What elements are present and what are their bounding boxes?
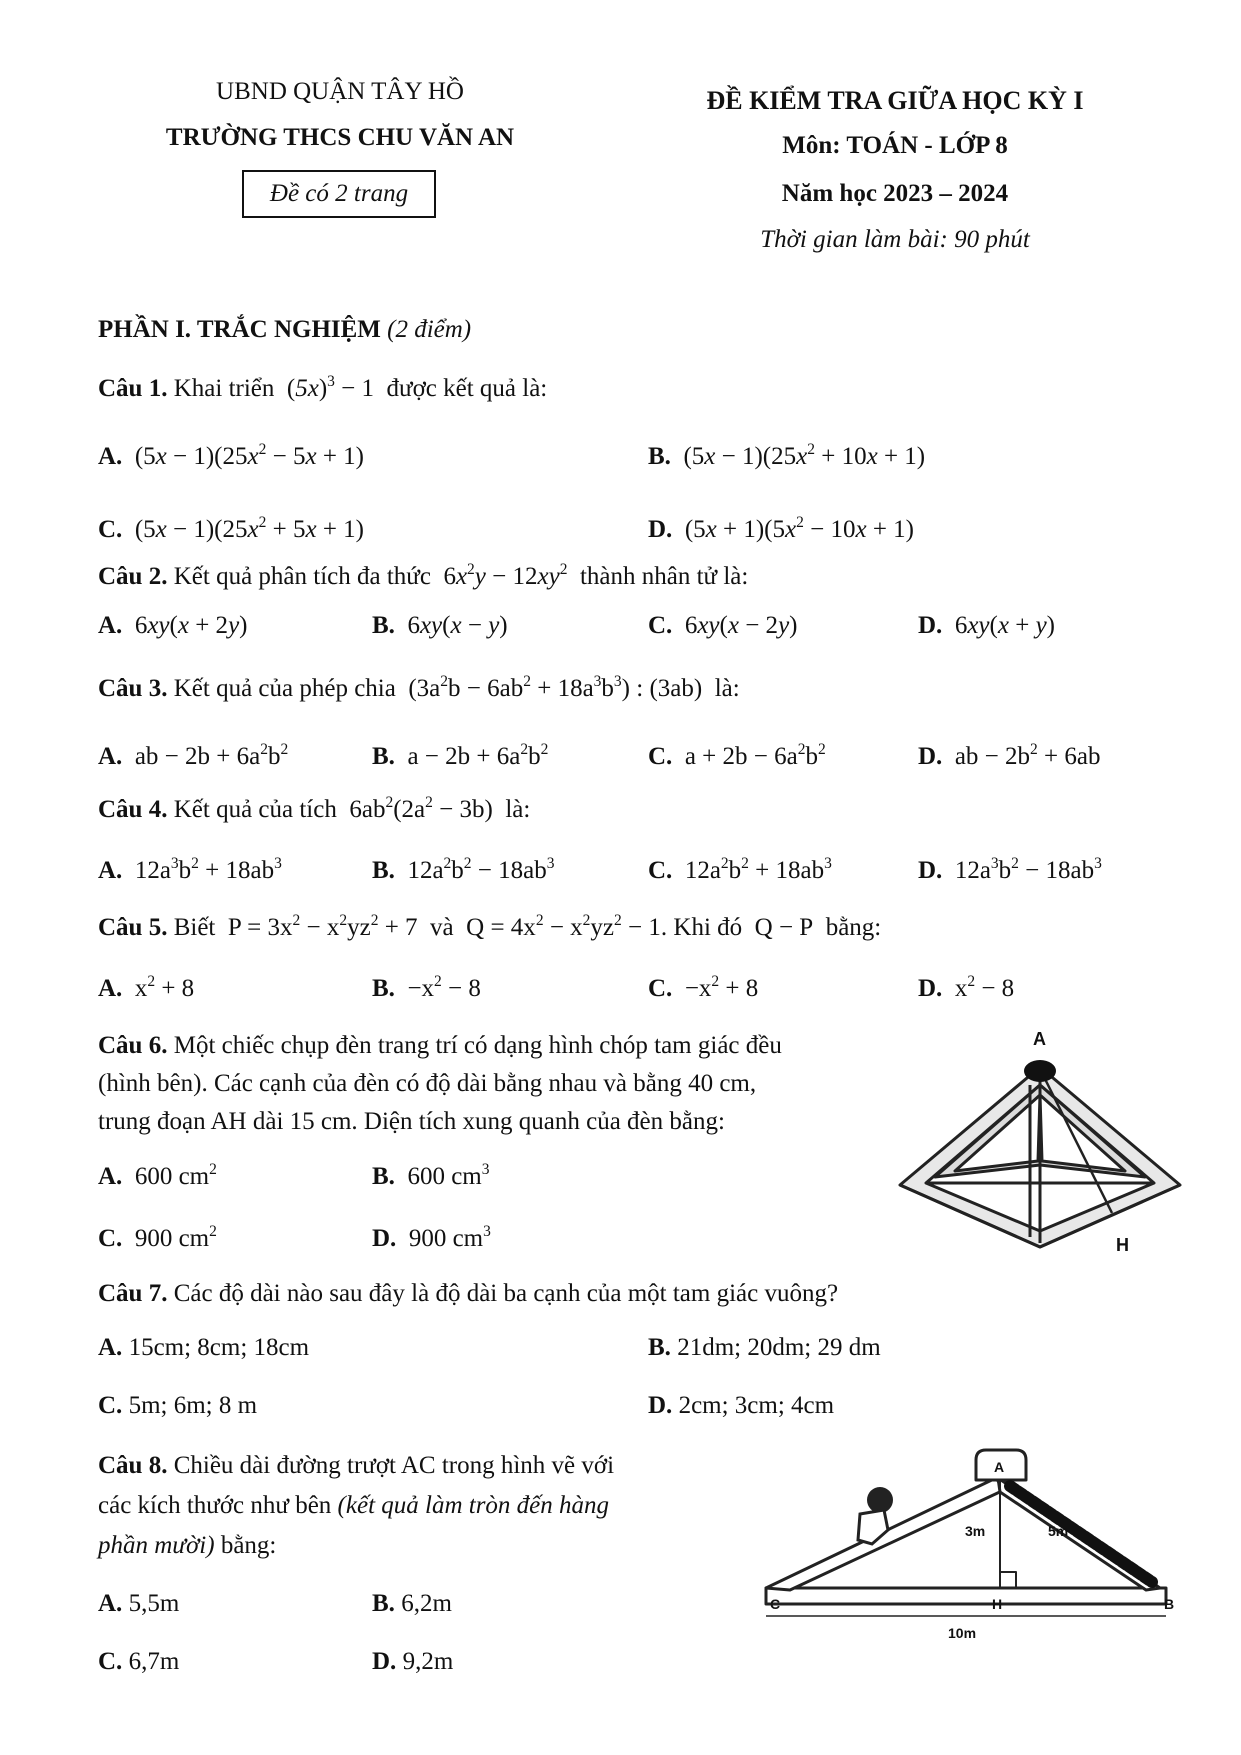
- option-c[interactable]: [648, 740, 826, 771]
- option-label: B.: [372, 612, 395, 639]
- question-text: Chiều dài đường trượt AC trong hình vẽ với: [173, 1452, 615, 1479]
- option-value: 5,5m: [128, 1590, 180, 1617]
- question-label: Câu 1.: [98, 375, 168, 402]
- option-label: C.: [98, 1648, 123, 1675]
- option-label: D.: [372, 1648, 397, 1675]
- option-value: $12a^3b^2 + 18ab^3$: [128, 854, 282, 884]
- question-1: [98, 372, 548, 403]
- question-text: là:: [714, 675, 740, 702]
- math-expression: $(5x)^3 - 1$: [280, 372, 381, 402]
- option-value: $a - 2b + 6a^2b^2$: [401, 740, 549, 770]
- question-2: [98, 560, 749, 591]
- option-a[interactable]: [98, 1590, 179, 1618]
- question-label: Câu 6.: [98, 1032, 168, 1059]
- math-expression: Q − P: [748, 914, 820, 941]
- math-expression: $P = 3x^2 - x^2yz^2 + 7$: [221, 911, 424, 941]
- option-value: $(5x - 1)(25x^2 - 5x + 1)$: [128, 440, 365, 470]
- question-text: là:: [505, 796, 531, 823]
- question-text: Kết quả phân tích đa thức: [173, 563, 431, 590]
- option-value: $12a^2b^2 - 18ab^3$: [401, 854, 555, 884]
- question-6-line2: (hình bên). Các cạnh của đèn có độ dài bằng nhau và bằng 40 cm,: [98, 1070, 757, 1097]
- option-label: A.: [98, 612, 123, 639]
- option-value: 6xy(x − y): [401, 612, 508, 639]
- exam-subject: Môn: TOÁN - LỚP 8: [782, 132, 1008, 159]
- exam-duration: Thời gian làm bài: 90 phút: [760, 226, 1030, 253]
- option-label: D.: [372, 1225, 397, 1252]
- school-name: TRƯỜNG THCS CHU VĂN AN: [165, 124, 515, 151]
- option-label: B.: [372, 975, 395, 1002]
- math-expression: $6ab^2(2a^2 - 3b)$: [343, 793, 500, 823]
- option-label: A.: [98, 443, 123, 470]
- option-value: ab − $2b + 6a^2b^2$: [128, 740, 289, 770]
- section-title: PHẦN I. TRẮC NGHIỆM: [98, 316, 381, 343]
- option-value: $(5x - 1)(25x^2 + 5x + 1)$: [128, 513, 365, 543]
- option-c[interactable]: [98, 1392, 257, 1420]
- option-b[interactable]: [372, 612, 508, 640]
- option-a[interactable]: [98, 440, 365, 471]
- option-c[interactable]: [648, 972, 759, 1003]
- base-length-label: 10m: [948, 1625, 977, 1641]
- option-value: $(5x + 1)(5x^2 - 10x + 1)$: [678, 513, 915, 543]
- option-label: D.: [918, 857, 943, 884]
- option-label: D.: [648, 1392, 673, 1419]
- option-value: 900 $cm^3$: [402, 1222, 491, 1252]
- option-label: C.: [648, 612, 673, 639]
- question-text: Khai triển: [173, 375, 275, 402]
- option-label: B.: [372, 1590, 395, 1617]
- option-label: B.: [372, 857, 395, 884]
- question-text: và: [430, 914, 454, 941]
- question-8-line3: [98, 1532, 276, 1560]
- option-value: 6,7m: [128, 1648, 180, 1675]
- question-text: các kích thước như bên: [98, 1492, 332, 1519]
- question-note: (kết quả làm tròn đến hàng: [337, 1492, 610, 1519]
- option-value: 900 $cm^2$: [128, 1222, 217, 1252]
- lamp-top-knob: [1024, 1060, 1056, 1082]
- option-label: C.: [648, 743, 673, 770]
- exam-title: ĐỀ KIỂM TRA GIỮA HỌC KỲ I: [706, 86, 1084, 115]
- slide-length-label: 5m: [1048, 1523, 1069, 1539]
- option-c[interactable]: [98, 1648, 179, 1676]
- school-district: UBND QUẬN TÂY HỒ: [216, 78, 464, 105]
- option-label: A.: [98, 1163, 123, 1190]
- question-text: bằng:: [825, 914, 882, 941]
- option-a[interactable]: [98, 1334, 309, 1362]
- option-value: 5m; 6m; 8 m: [128, 1392, 258, 1419]
- option-value: 600 $cm^2$: [128, 1160, 217, 1190]
- option-value: 6xy(x + 2y): [128, 612, 248, 639]
- question-text: Một chiếc chụp đèn trang trí có dạng hình chóp tam giác đều: [173, 1032, 782, 1059]
- exam-year: Năm học 2023 – 2024: [781, 180, 1009, 207]
- slide-surface: [1010, 1486, 1152, 1582]
- option-value: 6xy(x + y): [948, 612, 1055, 639]
- option-value: ab − $2b^2 + 6ab$: [948, 740, 1101, 770]
- slide-figure: [760, 1440, 1180, 1645]
- option-label: C.: [648, 975, 673, 1002]
- option-b[interactable]: [372, 854, 555, 885]
- question-text: bằng:: [220, 1532, 277, 1559]
- section-heading: [98, 316, 471, 344]
- math-expression: $6x^2y - 12xy^2$: [437, 560, 568, 590]
- option-value: 15cm; 8cm; 18cm: [128, 1334, 310, 1361]
- option-value: $12a^2b^2 + 18ab^3$: [678, 854, 832, 884]
- option-d[interactable]: [648, 513, 915, 544]
- question-label: Câu 5.: [98, 914, 168, 941]
- option-d[interactable]: [372, 1648, 453, 1676]
- option-c[interactable]: [98, 513, 365, 544]
- option-a[interactable]: [98, 1160, 217, 1191]
- question-text: thành nhân tử là:: [579, 563, 749, 590]
- option-b[interactable]: [372, 972, 481, 1003]
- option-label: C.: [648, 857, 673, 884]
- question-text: Kết quả của phép chia: [173, 675, 396, 702]
- option-d[interactable]: [918, 854, 1102, 885]
- question-label: Câu 8.: [98, 1452, 168, 1479]
- option-b[interactable]: [372, 1590, 452, 1618]
- question-note: phần mười): [98, 1532, 215, 1559]
- option-value: 9,2m: [402, 1648, 454, 1675]
- option-c[interactable]: [648, 854, 832, 885]
- question-6: [98, 1032, 782, 1060]
- option-label: D.: [918, 743, 943, 770]
- option-value: 2cm; 3cm; 4cm: [678, 1392, 835, 1419]
- option-label: B.: [648, 443, 671, 470]
- option-label: D.: [918, 975, 943, 1002]
- option-value: 21dm; 20dm; 29 dm: [677, 1334, 881, 1361]
- option-label: B.: [372, 743, 395, 770]
- question-text: Các độ dài nào sau đây là độ dài ba cạnh của một tam giác vuông?: [173, 1280, 839, 1307]
- option-label: D.: [918, 612, 943, 639]
- option-b[interactable]: [372, 740, 549, 771]
- question-label: Câu 7.: [98, 1280, 168, 1307]
- option-value: 600 $cm^3$: [401, 1160, 490, 1190]
- option-d[interactable]: [648, 1392, 834, 1420]
- point-b-label: B: [1164, 1596, 1175, 1612]
- option-label: C.: [98, 1392, 123, 1419]
- point-h-label: H: [992, 1596, 1003, 1612]
- page-count-label: Đề có 2 trang: [269, 180, 409, 207]
- question-label: Câu 3.: [98, 675, 168, 702]
- option-label: A.: [98, 1590, 123, 1617]
- question-text: Kết quả của tích: [173, 796, 337, 823]
- option-value: $a + 2b - 6a^2b^2$: [678, 740, 826, 770]
- question-text: Biết: [173, 914, 216, 941]
- question-text: . Khi đó: [660, 914, 743, 941]
- option-d[interactable]: [918, 740, 1101, 771]
- point-h-label: H: [1116, 1235, 1129, 1255]
- option-label: B.: [648, 1334, 671, 1361]
- point-a-label: A: [994, 1459, 1005, 1475]
- option-label: D.: [648, 516, 673, 543]
- option-label: B.: [372, 1163, 395, 1190]
- option-value: $12a^3b^2 - 18ab^3$: [948, 854, 1102, 884]
- option-value: $x^2 - 8$: [948, 972, 1015, 1002]
- question-7: [98, 1280, 838, 1308]
- height-label: 3m: [965, 1523, 986, 1539]
- option-d[interactable]: [372, 1222, 491, 1253]
- question-text: được kết quả là:: [386, 375, 548, 402]
- section-points: (2 điểm): [387, 316, 472, 343]
- option-value: 6xy(x − 2y): [678, 612, 798, 639]
- option-d[interactable]: [918, 612, 1055, 640]
- question-6-line3: trung đoạn AH dài 15 cm. Diện tích xung quanh của đèn bằng:: [98, 1108, 725, 1135]
- vertex-a-label: A: [1033, 1029, 1046, 1049]
- math-expression: $(3a^2b - 6ab^2 + 18a^3b^3)$ : (3ab): [402, 672, 709, 702]
- page-count-box: [242, 170, 436, 218]
- option-value: $-x^2 + 8$: [678, 972, 759, 1002]
- option-value: $x^2 + 8$: [128, 972, 195, 1002]
- option-value: $-x^2 - 8$: [401, 972, 481, 1002]
- question-label: Câu 2.: [98, 563, 168, 590]
- option-label: A.: [98, 975, 123, 1002]
- option-a[interactable]: [98, 740, 289, 771]
- option-a[interactable]: [98, 612, 248, 640]
- option-label: C.: [98, 1225, 123, 1252]
- option-label: A.: [98, 1334, 123, 1361]
- option-c[interactable]: [648, 612, 798, 640]
- option-label: A.: [98, 857, 123, 884]
- option-label: C.: [98, 516, 123, 543]
- option-label: A.: [98, 743, 123, 770]
- option-b[interactable]: [372, 1160, 490, 1191]
- question-3: [98, 672, 740, 703]
- point-c-label: C: [770, 1596, 781, 1612]
- option-value: $(5x - 1)(25x^2 + 10x + 1)$: [677, 440, 926, 470]
- question-5: [98, 911, 882, 942]
- question-8: [98, 1452, 614, 1480]
- question-4: [98, 793, 531, 824]
- option-b[interactable]: [648, 440, 926, 471]
- option-value: 6,2m: [401, 1590, 452, 1617]
- option-a[interactable]: [98, 972, 195, 1003]
- option-c[interactable]: [98, 1222, 217, 1253]
- option-a[interactable]: [98, 854, 282, 885]
- option-b[interactable]: [648, 1334, 881, 1362]
- option-d[interactable]: [918, 972, 1015, 1003]
- lampshade-figure: [890, 1025, 1190, 1265]
- math-expression: $Q = 4x^2 - x^2yz^2 - 1$: [459, 911, 661, 941]
- question-8-line2: [98, 1492, 609, 1520]
- question-label: Câu 4.: [98, 796, 168, 823]
